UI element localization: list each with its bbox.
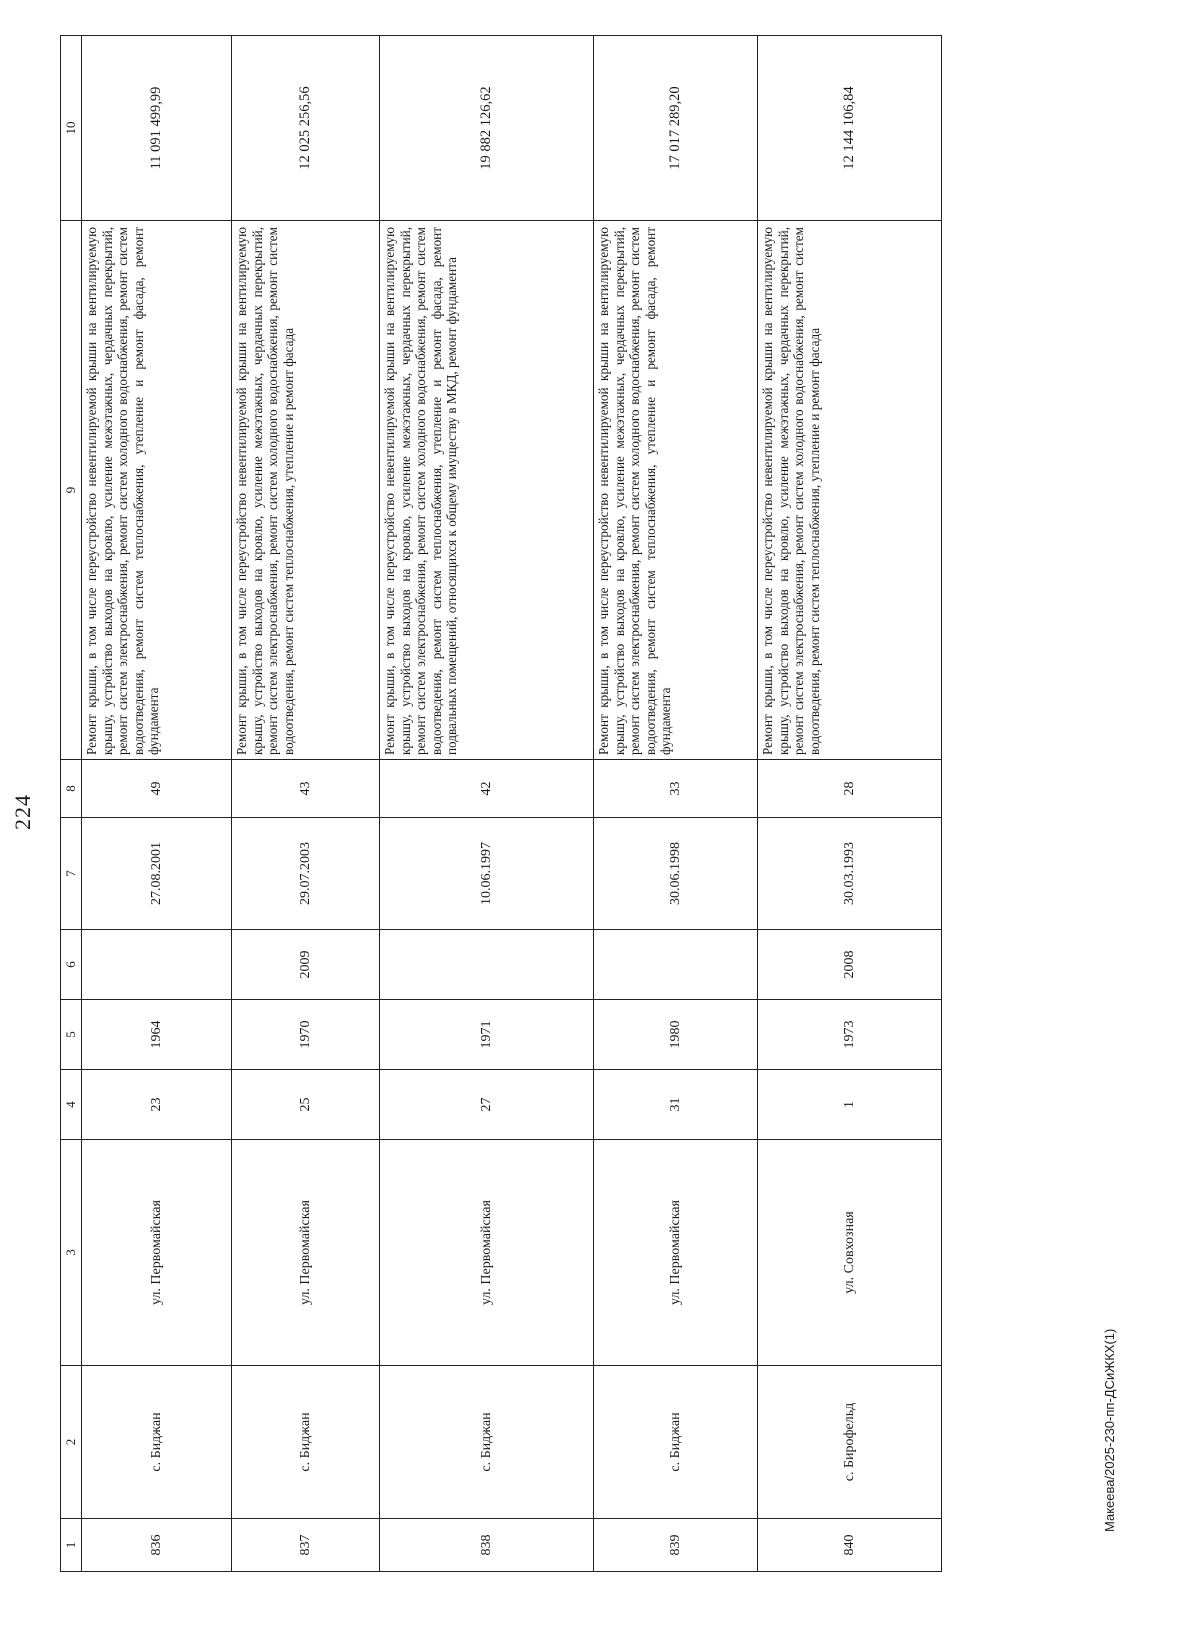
table-row — [380, 36, 594, 1572]
street: ул. Первомайская — [380, 1140, 594, 1366]
house-number: 27 — [380, 1070, 594, 1140]
settlement: с. Биджан — [380, 1366, 594, 1519]
registration-date: 27.08.2001 — [82, 818, 232, 930]
document-code: Макеева/2025-230-пп-ДСиЖКХ(1) — [1102, 1328, 1117, 1532]
settlement: с. Биджан — [594, 1366, 758, 1519]
row-number: 840 — [758, 1519, 942, 1572]
house-number: 25 — [232, 1070, 380, 1140]
column-number: 8 — [61, 760, 82, 818]
cost: 11 091 499,99 — [82, 36, 232, 221]
cost: 12 144 106,84 — [758, 36, 942, 221]
work-description: Ремонт крыши, в том числе переустройство невентилируемой крыши на вентилируемую крышу, устройство выходов на кровлю, усиление межэтажных, чердачных перекрытий, ремонт систем электроснабжения, ремонт систем холодного водоснабжения, ремонт систем водоотведения, ремонт систем теплоснабжения, утепление и ремонт фасада — [758, 221, 942, 760]
street: ул. Первомайская — [232, 1140, 380, 1366]
column-number: 3 — [61, 1140, 82, 1366]
row-number: 838 — [380, 1519, 594, 1572]
table-row — [232, 36, 380, 1572]
wear-percent: 33 — [594, 760, 758, 818]
street: ул. Первомайская — [594, 1140, 758, 1366]
registration-date: 30.06.1998 — [594, 818, 758, 930]
wear-percent: 49 — [82, 760, 232, 818]
row-number: 837 — [232, 1519, 380, 1572]
year-repair — [594, 930, 758, 1000]
column-number: 6 — [61, 930, 82, 1000]
street: ул. Первомайская — [82, 1140, 232, 1366]
settlement: с. Бирофельд — [758, 1366, 942, 1519]
wear-percent: 43 — [232, 760, 380, 818]
repair-program-table — [60, 35, 942, 1572]
house-number: 23 — [82, 1070, 232, 1140]
cost: 12 025 256,56 — [232, 36, 380, 221]
year-repair: 2008 — [758, 930, 942, 1000]
page-number: 224 — [10, 794, 35, 830]
house-number: 1 — [758, 1070, 942, 1140]
cost: 17 017 289,20 — [594, 36, 758, 221]
year-repair — [380, 930, 594, 1000]
work-description: Ремонт крыши, в том числе переустройство невентилируемой крыши на вентилируемую крышу, устройство выходов на кровлю, усиление межэтажных, чердачных перекрытий, ремонт систем электроснабжения, ремонт систем холодного водоснабжения, ремонт систем водоотведения, ремонт систем теплоснабжения, утепление и ремонт фасада, ремонт фундамента — [82, 221, 232, 760]
column-number: 2 — [61, 1366, 82, 1519]
wear-percent: 42 — [380, 760, 594, 818]
column-number-row — [61, 36, 82, 1572]
column-number: 5 — [61, 1000, 82, 1070]
table-row — [758, 36, 942, 1572]
column-number: 7 — [61, 818, 82, 930]
table-row — [82, 36, 232, 1572]
registration-date: 30.03.1993 — [758, 818, 942, 930]
row-number: 836 — [82, 1519, 232, 1572]
year-built: 1973 — [758, 1000, 942, 1070]
row-number: 839 — [594, 1519, 758, 1572]
house-number: 31 — [594, 1070, 758, 1140]
cost: 19 882 126,62 — [380, 36, 594, 221]
column-number: 9 — [61, 221, 82, 760]
column-number: 10 — [61, 36, 82, 221]
year-repair — [82, 930, 232, 1000]
work-description: Ремонт крыши, в том числе переустройство невентилируемой крыши на вентилируемую крышу, устройство выходов на кровлю, усиление межэтажных, чердачных перекрытий, ремонт систем электроснабжения, ремонт систем холодного водоснабжения, ремонт систем водоотведения, ремонт систем теплоснабжения, утепление и ремонт фасада, ремонт фундамента — [594, 221, 758, 760]
settlement: с. Биджан — [82, 1366, 232, 1519]
wear-percent: 28 — [758, 760, 942, 818]
registration-date: 29.07.2003 — [232, 818, 380, 930]
year-built: 1980 — [594, 1000, 758, 1070]
year-repair: 2009 — [232, 930, 380, 1000]
year-built: 1964 — [82, 1000, 232, 1070]
rotated-content — [4, 24, 1152, 1612]
table-row — [594, 36, 758, 1572]
work-description: Ремонт крыши, в том числе переустройство невентилируемой крыши на вентилируемую крышу, устройство выходов на кровлю, усиление межэтажных, чердачных перекрытий, ремонт систем электроснабжения, ремонт систем холодного водоснабжения, ремонт систем водоотведения, ремонт систем теплоснабжения, утепление и ремонт фасада, ремонт подвальных помещений, относящихся к общему имуществу в МКД, ремонт фундамента — [380, 221, 594, 760]
column-number: 1 — [61, 1519, 82, 1572]
year-built: 1971 — [380, 1000, 594, 1070]
column-number: 4 — [61, 1070, 82, 1140]
year-built: 1970 — [232, 1000, 380, 1070]
work-description: Ремонт крыши, в том числе переустройство невентилируемой крыши на вентилируемую крышу, устройство выходов на кровлю, усиление межэтажных, чердачных перекрытий, ремонт систем электроснабжения, ремонт систем холодного водоснабжения, ремонт систем водоотведения, ремонт систем теплоснабжения, утепление и ремонт фасада — [232, 221, 380, 760]
settlement: с. Биджан — [232, 1366, 380, 1519]
registration-date: 10.06.1997 — [380, 818, 594, 930]
street: ул. Совхозная — [758, 1140, 942, 1366]
